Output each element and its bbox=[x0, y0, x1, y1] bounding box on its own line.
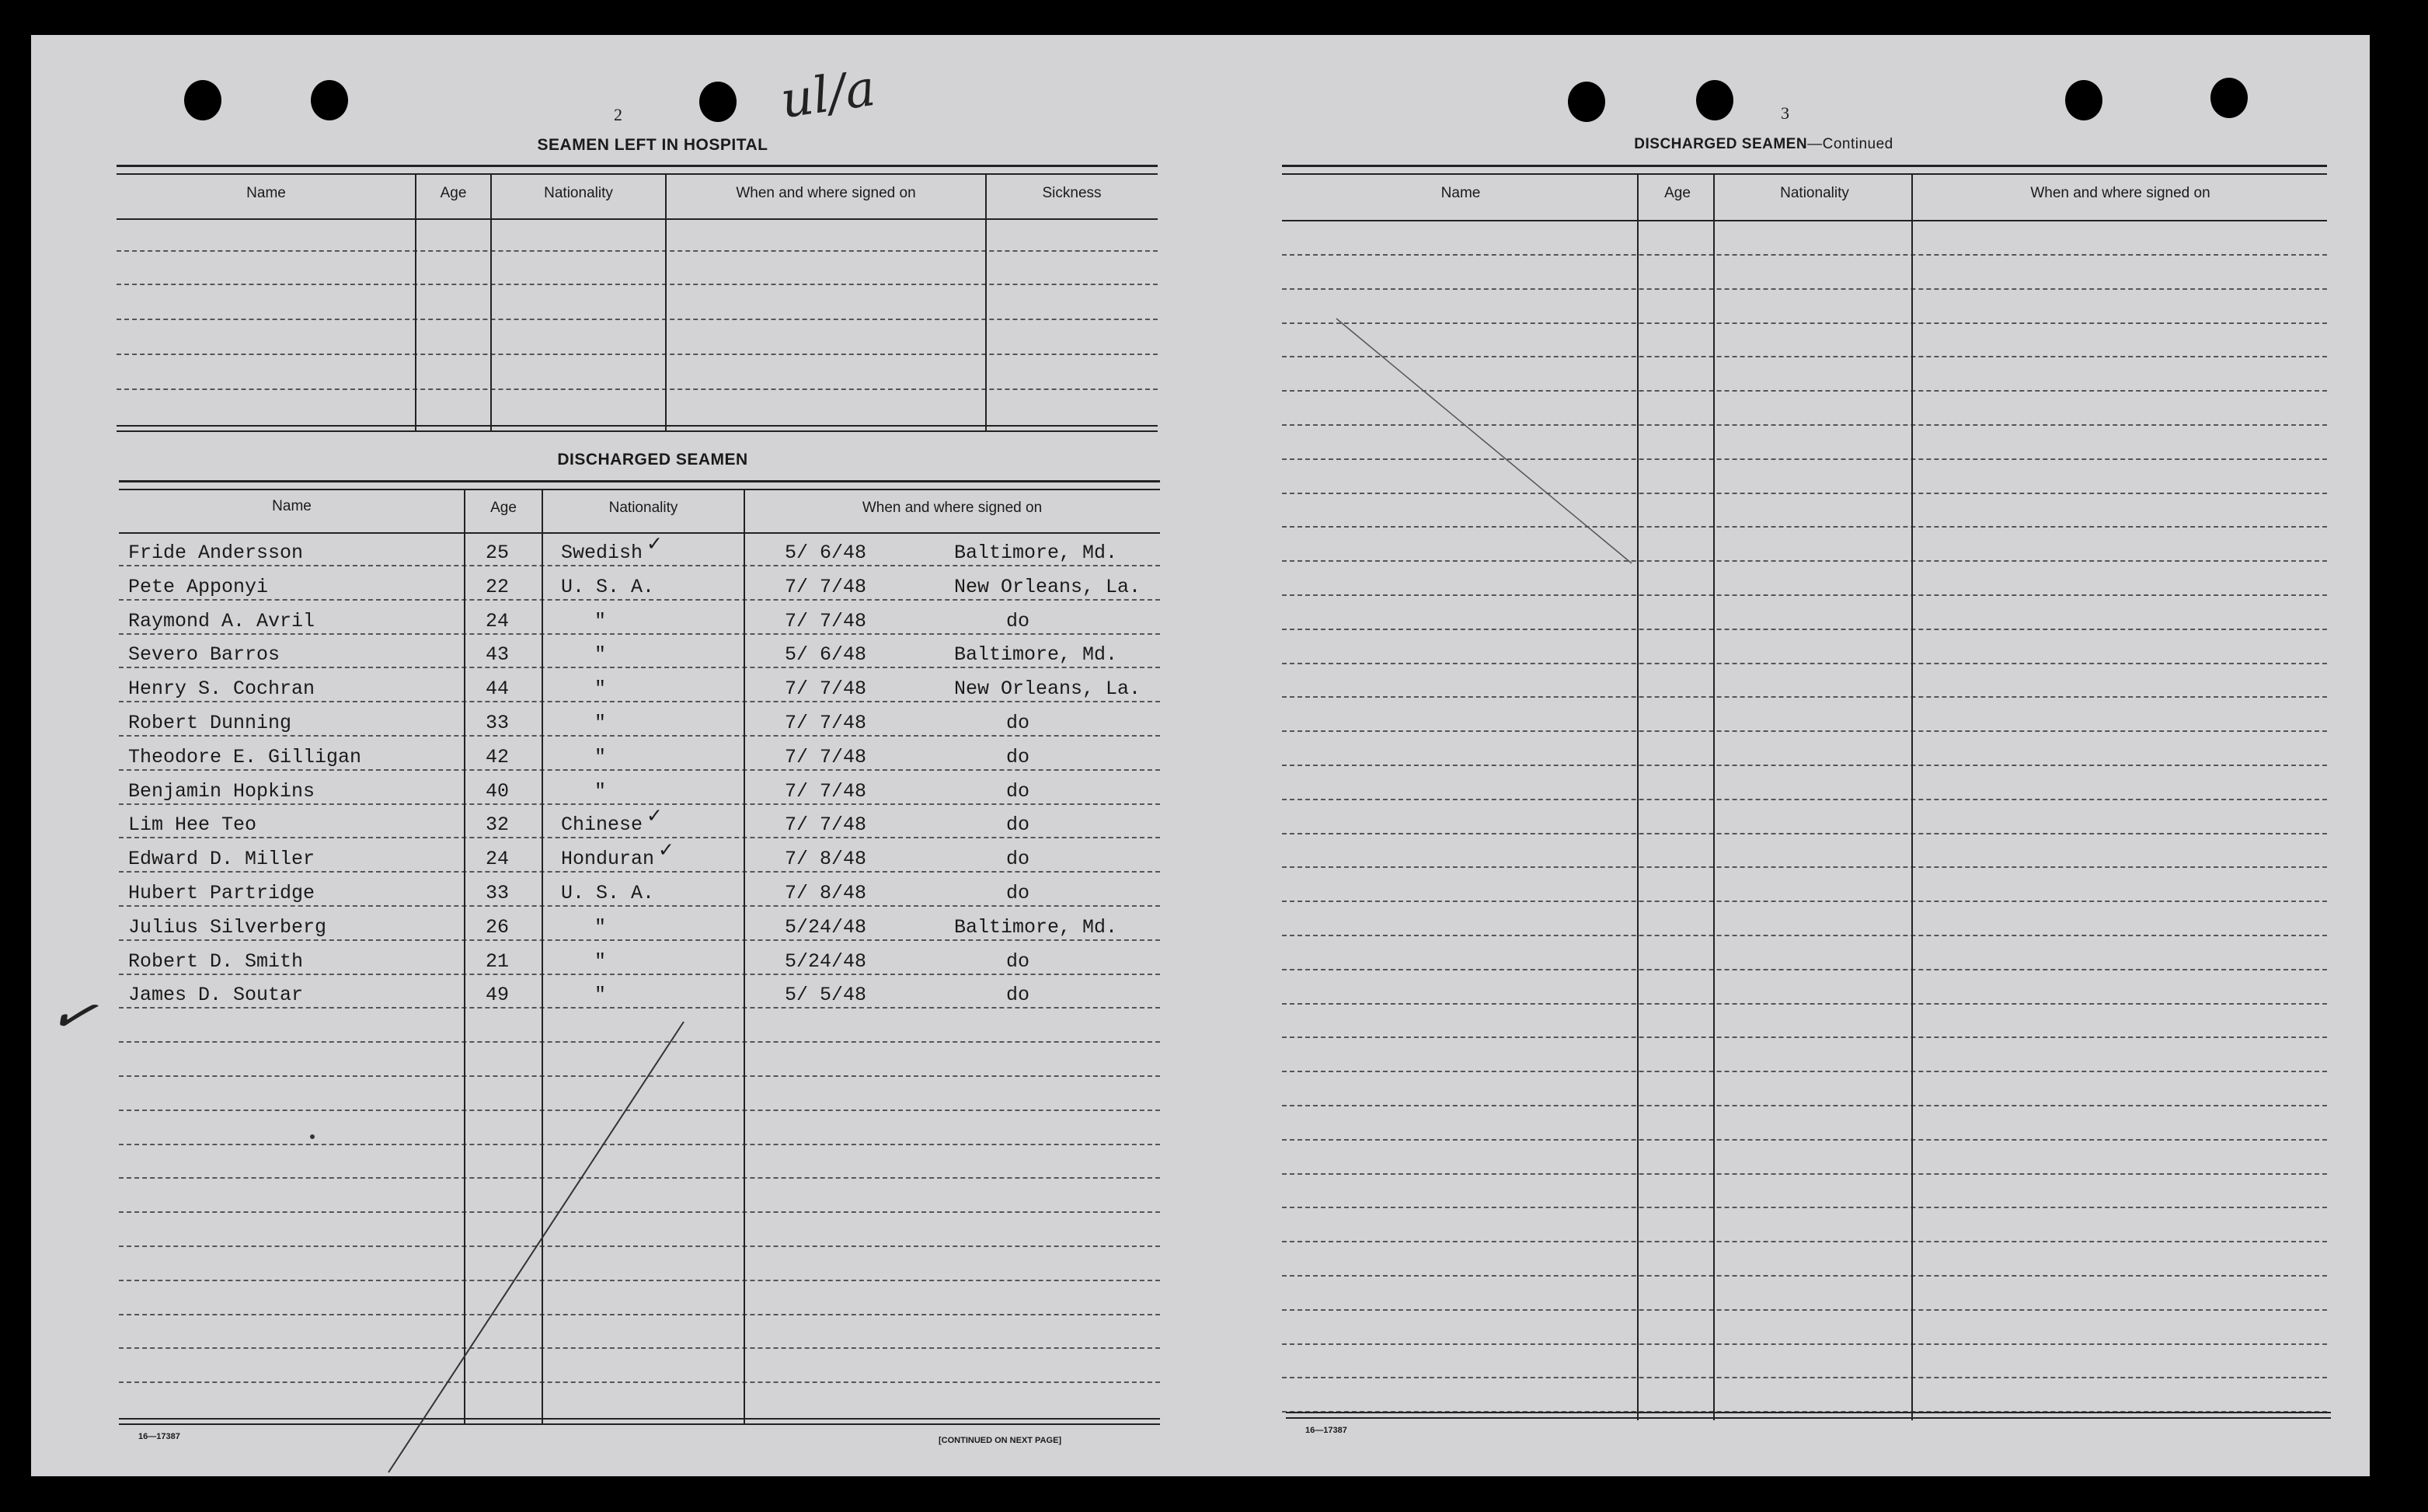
discharged-date-cell: 5/ 5/48 bbox=[785, 984, 867, 1007]
right-header-age: Age bbox=[1664, 185, 1691, 201]
discharged-date-cell: 7/ 7/48 bbox=[785, 813, 867, 837]
discharged-nationality-cell: Honduran bbox=[561, 848, 655, 871]
discharged-date-cell: 7/ 8/48 bbox=[785, 882, 867, 904]
discharged-nationality-cell: U. S. A. bbox=[561, 882, 655, 904]
discharged-age-cell: 26 bbox=[486, 915, 510, 939]
discharged-place-cell: do bbox=[1006, 949, 1030, 973]
discharged-date-cell: 7/ 7/48 bbox=[785, 575, 867, 598]
discharged-place-cell: New Orleans, La. bbox=[954, 678, 1141, 701]
discharged-date-cell: 5/24/48 bbox=[785, 915, 867, 939]
discharged-place-cell: do bbox=[1006, 813, 1030, 837]
discharged-name-cell: Julius Silverberg bbox=[128, 915, 327, 939]
discharged-date-cell: 5/24/48 bbox=[785, 949, 867, 973]
discharged-place-cell: New Orleans, La. bbox=[954, 575, 1141, 598]
discharged-age-cell: 22 bbox=[486, 575, 510, 598]
discharged-header-age: Age bbox=[490, 500, 517, 516]
discharged-age-cell: 49 bbox=[486, 984, 510, 1007]
discharged-nationality-cell: U. S. A. bbox=[561, 575, 655, 598]
discharged-header-name: Name bbox=[272, 498, 312, 514]
discharged-date-cell: 5/ 6/48 bbox=[785, 643, 867, 667]
hospital-section-title: SEAMEN LEFT IN HOSPITAL bbox=[537, 136, 768, 154]
discharged-nationality-cell: " bbox=[594, 915, 607, 939]
discharged-name-cell: Theodore E. Gilligan bbox=[128, 745, 362, 768]
discharged-age-cell: 40 bbox=[486, 779, 510, 803]
discharged-age-cell: 32 bbox=[486, 813, 510, 837]
discharged-date-cell: 7/ 7/48 bbox=[785, 779, 867, 803]
discharged-name-cell: Benjamin Hopkins bbox=[128, 779, 315, 803]
hospital-header-sickness: Sickness bbox=[1042, 185, 1102, 201]
page-number-left: 2 bbox=[614, 105, 622, 124]
document-sheet bbox=[31, 35, 2370, 1476]
discharged-nationality-cell: Chinese bbox=[561, 813, 643, 837]
discharged-nationality-cell: " bbox=[594, 609, 607, 632]
discharged-date-cell: 5/ 6/48 bbox=[785, 542, 867, 564]
discharged-date-cell: 7/ 7/48 bbox=[785, 678, 867, 701]
discharged-nationality-cell: " bbox=[594, 712, 607, 734]
discharged-place-cell: do bbox=[1006, 712, 1030, 734]
discharged-nationality-cell: " bbox=[594, 678, 607, 701]
discharged-place-cell: do bbox=[1006, 984, 1030, 1007]
discharged-date-cell: 7/ 7/48 bbox=[785, 712, 867, 734]
discharged-name-cell: Lim Hee Teo bbox=[128, 813, 257, 837]
discharged-name-cell: Robert D. Smith bbox=[128, 949, 304, 973]
discharged-nationality-cell: " bbox=[594, 949, 607, 973]
discharged-section-title: DISCHARGED SEAMEN bbox=[557, 451, 748, 469]
margin-check-mark: ✓ bbox=[43, 977, 104, 1052]
handwritten-note: ul/a bbox=[777, 59, 879, 131]
discharged-nationality-cell: " bbox=[594, 779, 607, 803]
pencil-strokes bbox=[31, 35, 2370, 1476]
discharged-place-cell: do bbox=[1006, 848, 1030, 871]
hospital-header-age: Age bbox=[440, 185, 467, 201]
form-number-left: 16—17387 bbox=[138, 1432, 180, 1441]
discharged-header-nationality: Nationality bbox=[608, 500, 678, 516]
right-header-nationality: Nationality bbox=[1780, 185, 1849, 201]
discharged-nationality-cell: " bbox=[594, 745, 607, 768]
discharged-date-cell: 7/ 8/48 bbox=[785, 848, 867, 871]
discharged-nationality-cell: " bbox=[594, 984, 607, 1007]
discharged-age-cell: 25 bbox=[486, 542, 510, 564]
hospital-header-signed-on: When and where signed on bbox=[736, 185, 916, 201]
discharged-place-cell: do bbox=[1006, 882, 1030, 904]
discharged-header-signed-on: When and where signed on bbox=[862, 500, 1043, 516]
hospital-header-name: Name bbox=[246, 185, 286, 201]
discharged-name-cell: Raymond A. Avril bbox=[128, 609, 315, 632]
hospital-header-nationality: Nationality bbox=[544, 185, 613, 201]
discharged-place-cell: do bbox=[1006, 779, 1030, 803]
discharged-name-cell: Edward D. Miller bbox=[128, 848, 315, 871]
discharged-place-cell: do bbox=[1006, 745, 1030, 768]
discharged-place-cell: do bbox=[1006, 609, 1030, 632]
continued-note: [CONTINUED ON NEXT PAGE] bbox=[939, 1436, 1062, 1445]
discharged-name-cell: Robert Dunning bbox=[128, 712, 292, 734]
right-title-main: DISCHARGED SEAMEN bbox=[1634, 136, 1808, 152]
discharged-age-cell: 24 bbox=[486, 609, 510, 632]
discharged-place-cell: Baltimore, Md. bbox=[954, 542, 1118, 564]
discharged-check-mark: ✓ bbox=[646, 804, 663, 827]
discharged-name-cell: Severo Barros bbox=[128, 643, 280, 667]
discharged-place-cell: Baltimore, Md. bbox=[954, 915, 1118, 939]
page-number-right: 3 bbox=[1781, 103, 1789, 123]
discharged-name-cell: Pete Apponyi bbox=[128, 575, 269, 598]
discharged-name-cell: Fride Andersson bbox=[128, 542, 304, 564]
discharged-age-cell: 43 bbox=[486, 643, 510, 667]
discharged-age-cell: 33 bbox=[486, 882, 510, 904]
discharged-name-cell: Henry S. Cochran bbox=[128, 678, 315, 701]
discharged-name-cell: James D. Soutar bbox=[128, 984, 304, 1007]
discharged-date-cell: 7/ 7/48 bbox=[785, 609, 867, 632]
discharged-check-mark: ✓ bbox=[646, 532, 663, 555]
discharged-nationality-cell: Swedish bbox=[561, 542, 643, 564]
discharged-age-cell: 24 bbox=[486, 848, 510, 871]
discharged-age-cell: 42 bbox=[486, 745, 510, 768]
discharged-date-cell: 7/ 7/48 bbox=[785, 745, 867, 768]
discharged-place-cell: Baltimore, Md. bbox=[954, 643, 1118, 667]
form-number-right: 16—17387 bbox=[1305, 1426, 1347, 1435]
discharged-check-mark: ✓ bbox=[658, 838, 674, 862]
discharged-age-cell: 21 bbox=[486, 949, 510, 973]
discharged-nationality-cell: " bbox=[594, 643, 607, 667]
discharged-age-cell: 44 bbox=[486, 678, 510, 701]
right-header-signed-on: When and where signed on bbox=[2030, 185, 2210, 201]
right-header-name: Name bbox=[1440, 185, 1481, 201]
right-title-continued: —Continued bbox=[1807, 136, 1893, 152]
discharged-age-cell: 33 bbox=[486, 712, 510, 734]
discharged-name-cell: Hubert Partridge bbox=[128, 882, 315, 904]
